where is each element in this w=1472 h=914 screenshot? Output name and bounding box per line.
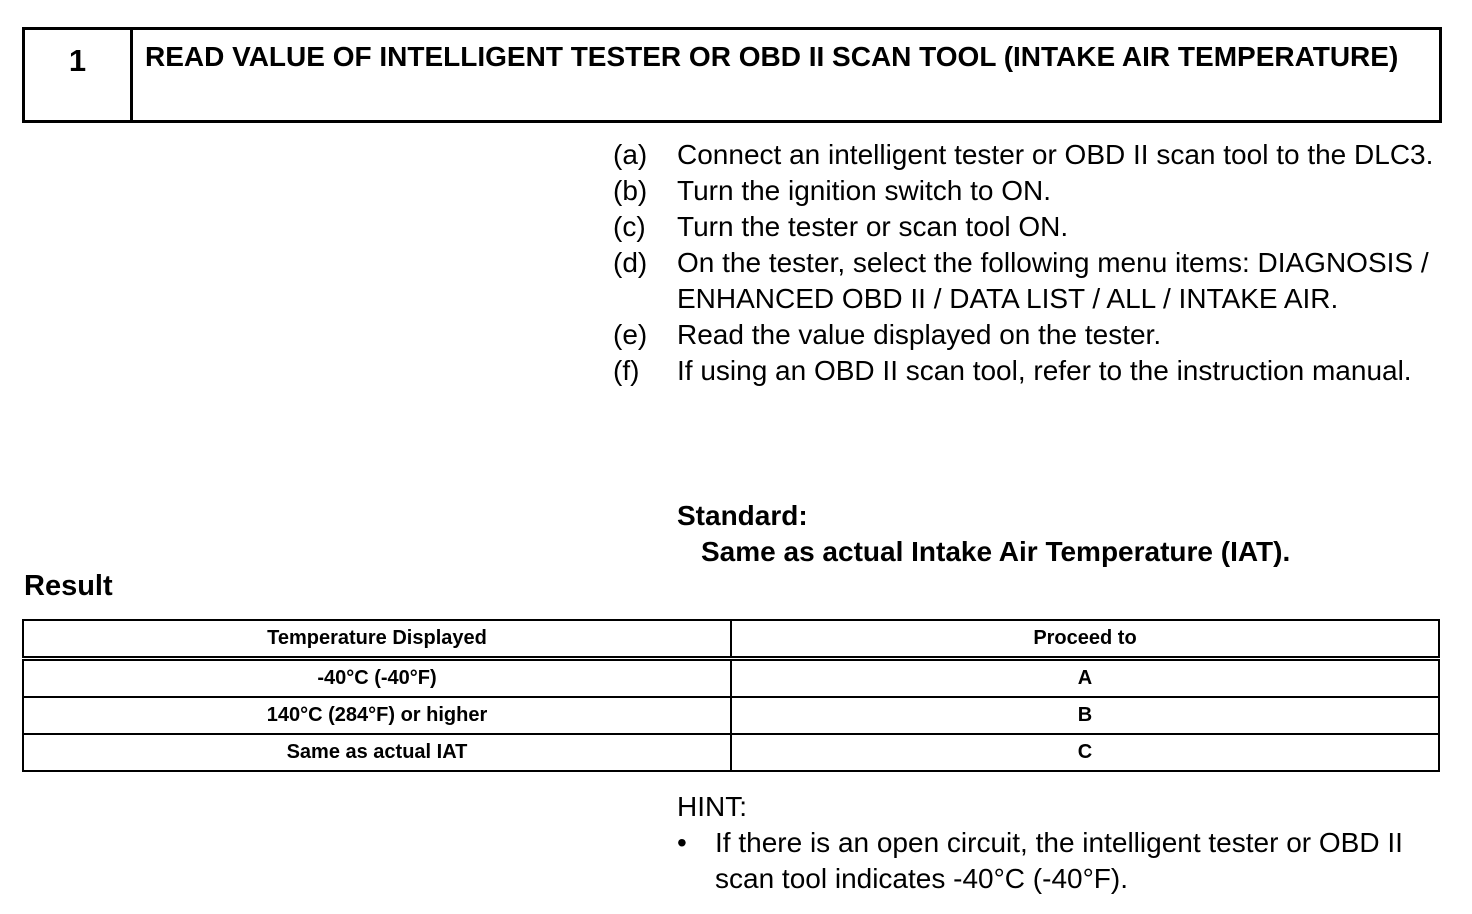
hint-text: If there is an open circuit, the intelligent tester or OBD II scan tool indicates -40°C (-40°F). <box>715 827 1403 894</box>
table-row <box>23 659 1439 698</box>
result-label: Result <box>24 570 113 602</box>
result-table <box>22 619 1440 772</box>
standard-block <box>677 498 1290 570</box>
procedure-letter: (a) <box>613 139 648 170</box>
table-row <box>23 734 1439 771</box>
table-cell: 140°C (284°F) or higher <box>23 697 731 734</box>
procedure-item <box>613 245 1453 317</box>
bullet-icon: • <box>677 827 687 858</box>
table-cell: A <box>731 659 1439 698</box>
procedure-item <box>613 353 1453 389</box>
table-cell: B <box>731 697 1439 734</box>
table-cell: -40°C (-40°F) <box>23 659 731 698</box>
procedure-list <box>613 137 1453 389</box>
hint-block <box>677 789 1457 897</box>
table-cell: C <box>731 734 1439 771</box>
procedure-item <box>613 317 1453 353</box>
procedure-text: Turn the ignition switch to ON. <box>677 175 1052 206</box>
hint-label: HINT: <box>677 791 747 822</box>
procedure-letter: (e) <box>613 319 648 350</box>
procedure-text: Read the value displayed on the tester. <box>677 319 1162 350</box>
step-number: 1 <box>25 30 133 120</box>
procedure-item <box>613 209 1453 245</box>
step-title: READ VALUE OF INTELLIGENT TESTER OR OBD II SCAN TOOL (INTAKE AIR TEMPERATURE) <box>145 41 1399 72</box>
procedure-text: On the tester, select the following menu items: DIAGNOSIS / ENHANCED OBD II / DATA LIST / ALL / INTAKE AIR. <box>677 247 1429 314</box>
column-header: Temperature Displayed <box>23 620 731 659</box>
column-header: Proceed to <box>731 620 1439 659</box>
table-row <box>23 697 1439 734</box>
procedure-letter: (c) <box>613 211 646 242</box>
procedure-letter: (f) <box>613 355 640 386</box>
procedure-letter: (d) <box>613 247 648 278</box>
procedure-item <box>613 137 1453 173</box>
table-header-row <box>23 620 1439 659</box>
step-header <box>22 27 1442 123</box>
procedure-text: Turn the tester or scan tool ON. <box>677 211 1069 242</box>
procedure-text: Connect an intelligent tester or OBD II scan tool to the DLC3. <box>677 139 1434 170</box>
procedure-letter: (b) <box>613 175 648 206</box>
standard-value: Same as actual Intake Air Temperature (IAT). <box>701 536 1291 567</box>
procedure-item <box>613 173 1453 209</box>
standard-label: Standard: <box>677 500 808 531</box>
table-cell: Same as actual IAT <box>23 734 731 771</box>
procedure-text: If using an OBD II scan tool, refer to the instruction manual. <box>677 355 1412 386</box>
hint-item <box>677 825 1457 897</box>
